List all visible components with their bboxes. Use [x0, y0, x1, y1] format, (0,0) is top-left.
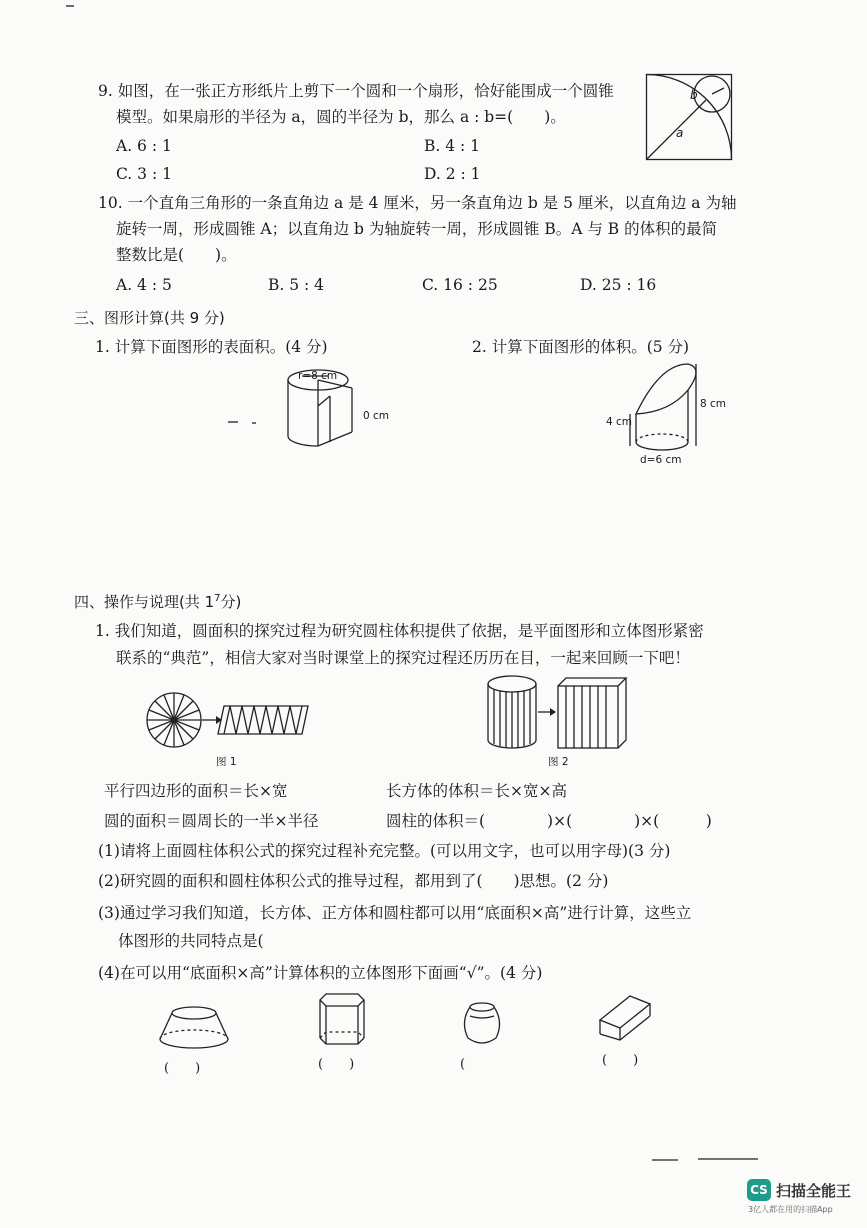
- q9-fig-label-a: a: [676, 126, 684, 140]
- q10-option-c: C. 16 : 25: [422, 276, 498, 294]
- part1: (1)请将上面圆柱体积公式的探究过程补充完整。(可以用文字，也可以用字母)(3 分): [98, 842, 671, 860]
- watermark-tagline: 3亿人都在用的扫描App: [748, 1205, 833, 1214]
- stray-marks: [228, 420, 268, 426]
- part4: (4)在可以用“底面积×高”计算体积的立体图形下面画“√”。(4 分): [98, 964, 543, 982]
- q10-option-d: D. 25 : 16: [580, 276, 657, 294]
- frustum-figure: [156, 1005, 232, 1051]
- q9-fig-label-b: b: [690, 88, 698, 102]
- slanted-cylinder-figure: [630, 360, 710, 460]
- hexagonal-prism-figure: [318, 992, 366, 1048]
- answer-blank-1: ( ): [164, 1061, 201, 1076]
- part3-line1: (3)通过学习我们知道，长方体、正方体和圆柱都可以用“底面积×高”进行计算，这些立: [98, 904, 692, 922]
- q9-line2: 模型。如果扇形的半径为 a，圆的半径为 b，那么 a : b=( )。: [116, 108, 566, 126]
- bottom-marks: [652, 1156, 762, 1164]
- q10-line1: 10. 一个直角三角形的一条直角边 a 是 4 厘米，另一条直角边 b 是 5 厘米，以直角边 a 为轴: [98, 194, 737, 212]
- fig2-height-8-label: 8 cm: [700, 398, 727, 410]
- q9-line1: 9. 如图，在一张正方形纸片上剪下一个圆和一个扇形，恰好能围成一个圆锥: [98, 82, 614, 100]
- formula-circle: 圆的面积＝圆周长的一半×半径: [104, 812, 319, 830]
- circle-sectors-figure: [146, 690, 316, 750]
- part3-line2: 体图形的共同特点是(: [118, 932, 264, 950]
- answer-blank-3: (: [460, 1057, 466, 1072]
- figure1-caption: 图 1: [216, 756, 237, 768]
- answer-blank-2: ( ): [318, 1057, 355, 1072]
- q9-option-a: A. 6 : 1: [116, 137, 172, 155]
- fig1-radius-label: r=8 cm: [298, 370, 338, 382]
- cylinder-to-cuboid-figure: [486, 674, 636, 754]
- slanted-prism-figure: [596, 992, 654, 1040]
- fig1-height-label: 0 cm: [363, 410, 390, 422]
- section4-title-tail: 分): [220, 593, 242, 611]
- fig2-diameter-label: d=6 cm: [640, 454, 682, 466]
- q10-line2: 旋转一周，形成圆锥 A；以直角边 b 为轴旋转一周，形成圆锥 B。A 与 B 的体积的最简: [116, 220, 718, 238]
- answer-blank-4: ( ): [602, 1053, 639, 1068]
- top-mark: [66, 4, 76, 8]
- watermark-name: 扫描全能王: [776, 1182, 852, 1200]
- camscanner-logo-icon: CS: [747, 1179, 771, 1201]
- section4-title: [74, 591, 241, 612]
- section3-q2: 2. 计算下面图形的体积。(5 分): [472, 338, 690, 356]
- figure2-caption: 图 2: [548, 756, 569, 768]
- formula-cuboid: 长方体的体积＝长×宽×高: [386, 782, 567, 800]
- q9-square-figure: [646, 74, 732, 160]
- section3-title: 三、图形计算(共 9 分): [74, 309, 225, 327]
- q10-option-b: B. 5 : 4: [268, 276, 325, 294]
- fig2-height-4-label: 4 cm: [606, 416, 633, 428]
- q10-line3: 整数比是( )。: [116, 246, 237, 264]
- section4-q1-line2: 联系的“典范”，相信大家对当时课堂上的探究过程还历历在目，一起来回顾一下吧！: [116, 649, 690, 667]
- section3-q1: 1. 计算下面图形的表面积。(4 分): [95, 338, 328, 356]
- formula-parallelogram: 平行四边形的面积＝长×宽: [104, 782, 288, 800]
- section4-title-handwritten: 7: [214, 593, 221, 604]
- q10-option-a: A. 4 : 5: [116, 276, 172, 294]
- part2: (2)研究圆的面积和圆柱体积公式的推导过程，都用到了( )思想。(2 分): [98, 872, 609, 890]
- q9-option-c: C. 3 : 1: [116, 165, 172, 183]
- section4-title-main: 四、操作与说理(共 1: [74, 593, 215, 611]
- section4-q1-line1: 1. 我们知道，圆面积的探究过程为研究圆柱体积提供了依据，是平面图形和立体图形紧密: [95, 622, 704, 640]
- formula-cylinder: 圆柱的体积＝( )×( )×( ): [386, 812, 712, 830]
- q9-option-b: B. 4 : 1: [424, 137, 481, 155]
- vase-figure: [462, 1002, 502, 1048]
- q9-option-d: D. 2 : 1: [424, 165, 481, 183]
